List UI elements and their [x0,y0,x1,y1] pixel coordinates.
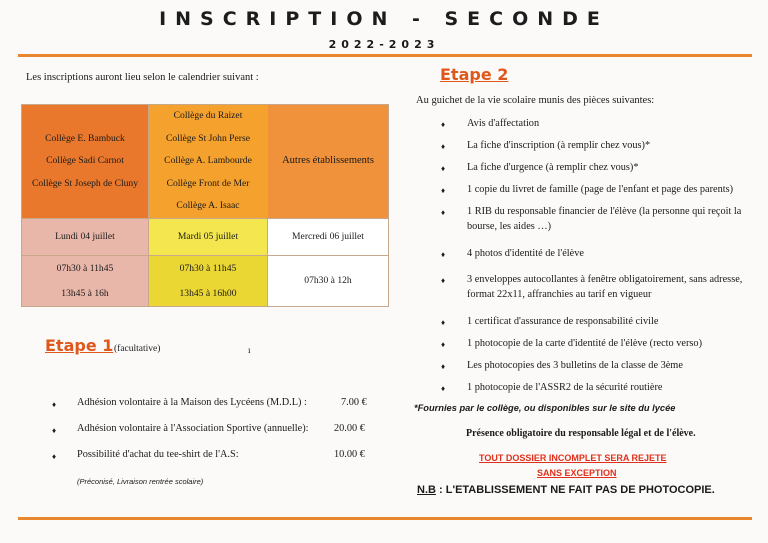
nb-notice [417,484,715,496]
calendar-times-tuesday: 07h30 à 11h45 13h45 à 16h00 [149,255,268,306]
calendar-table [21,104,389,307]
diamond-bullet-icon: ♦ [441,384,446,393]
warning-incomplete: TOUT DOSSIER INCOMPLET SERA REJETE [479,453,667,463]
etape1-title: Etape 1 [45,336,114,355]
required-document-item: Les photocopies des 3 bulletins de la classe de 3ème [467,360,683,371]
etape1-subtitle: (facultative) [114,344,161,354]
etape1-item-price: 20.00 € [334,423,365,434]
diamond-bullet-icon: ♦ [441,276,446,285]
required-document-item: 1 photocopie de la carte d'identité de l'élève (recto verso) [467,338,702,349]
diamond-bullet-icon: ♦ [52,452,57,461]
calendar-day-monday: Lundi 04 juillet [22,218,149,255]
diamond-bullet-icon: ♦ [441,208,446,217]
etape1-item-price: 10.00 € [334,449,365,460]
required-document-item: 1 RIB du responsable financier de l'élève (la personne qui reçoit la bourse, les aides …) [467,206,742,232]
school-year: 2022-2023 [328,38,440,51]
required-document-item: 1 photocopie de l'ASSR2 de la sécurité routière [467,382,663,393]
etape2-title: Etape 2 [440,65,509,84]
etape2-footnote: *Fournies par le collège, ou disponibles sur le site du lycée [414,403,676,413]
nb-label: N.B [417,484,436,496]
calendar-schools-col2: Collège du Raizet Collège St John Perse Collège A. Lambourde Collège Front de Mer Collège A. Isaac [149,105,268,219]
calendar-times-wednesday: 07h30 à 12h [268,255,389,306]
etape1-item-label: Adhésion volontaire à l'Association Sportive (annuelle): [77,423,309,434]
required-document-item: 1 certificat d'assurance de responsabilité civile [467,316,659,327]
bottom-divider [18,517,752,520]
calendar-day-wednesday: Mercredi 06 juillet [268,218,389,255]
stray-mark: ı [248,345,251,355]
diamond-bullet-icon: ♦ [441,120,446,129]
page-title: INSCRIPTION - SECONDE [159,8,609,30]
etape1-item-price: 7.00 € [341,397,367,408]
top-divider [18,54,752,57]
required-document-item: 3 enveloppes autocollantes à fenêtre obligatoirement, sans adresse, format 22x11, affranchies au tarif en vigueur [467,274,743,300]
diamond-bullet-icon: ♦ [441,186,446,195]
diamond-bullet-icon: ♦ [52,400,57,409]
diamond-bullet-icon: ♦ [52,426,57,435]
required-document-item: La fiche d'inscription (à remplir chez vous)* [467,140,651,151]
etape1-item-label: Possibilité d'achat du tee-shirt de l'A.S: [77,449,239,460]
calendar-intro: Les inscriptions auront lieu selon le calendrier suivant : [26,72,259,83]
calendar-day-tuesday: Mardi 05 juillet [149,218,268,255]
diamond-bullet-icon: ♦ [441,362,446,371]
nb-text: : L'ETABLISSEMENT NE FAIT PAS DE PHOTOCOPIE. [435,484,715,496]
diamond-bullet-icon: ♦ [441,318,446,327]
etape1-note: (Préconisé, Livraison rentrée scolaire) [77,477,204,486]
diamond-bullet-icon: ♦ [441,340,446,349]
calendar-times-monday: 07h30 à 11h45 13h45 à 16h [22,255,149,306]
warning-no-exception: SANS EXCEPTION [537,468,617,478]
diamond-bullet-icon: ♦ [441,164,446,173]
presence-notice: Présence obligatoire du responsable légal et de l'élève. [466,428,696,439]
diamond-bullet-icon: ♦ [441,142,446,151]
required-document-item: Avis d'affectation [467,118,540,129]
calendar-schools-col1: Collège E. Bambuck Collège Sadi Carnot Collège St Joseph de Cluny [22,105,149,219]
calendar-schools-col3: Autres établissements [268,105,389,219]
required-document-item: 4 photos d'identité de l'élève [467,248,584,259]
etape1-item-label: Adhésion volontaire à la Maison des Lycéens (M.D.L) : [77,397,307,408]
required-document-item: 1 copie du livret de famille (page de l'enfant et page des parents) [467,184,734,195]
required-document-item: La fiche d'urgence (à remplir chez vous)* [467,162,639,173]
etape2-intro: Au guichet de la vie scolaire munis des pièces suivantes: [416,95,655,106]
diamond-bullet-icon: ♦ [441,250,446,259]
